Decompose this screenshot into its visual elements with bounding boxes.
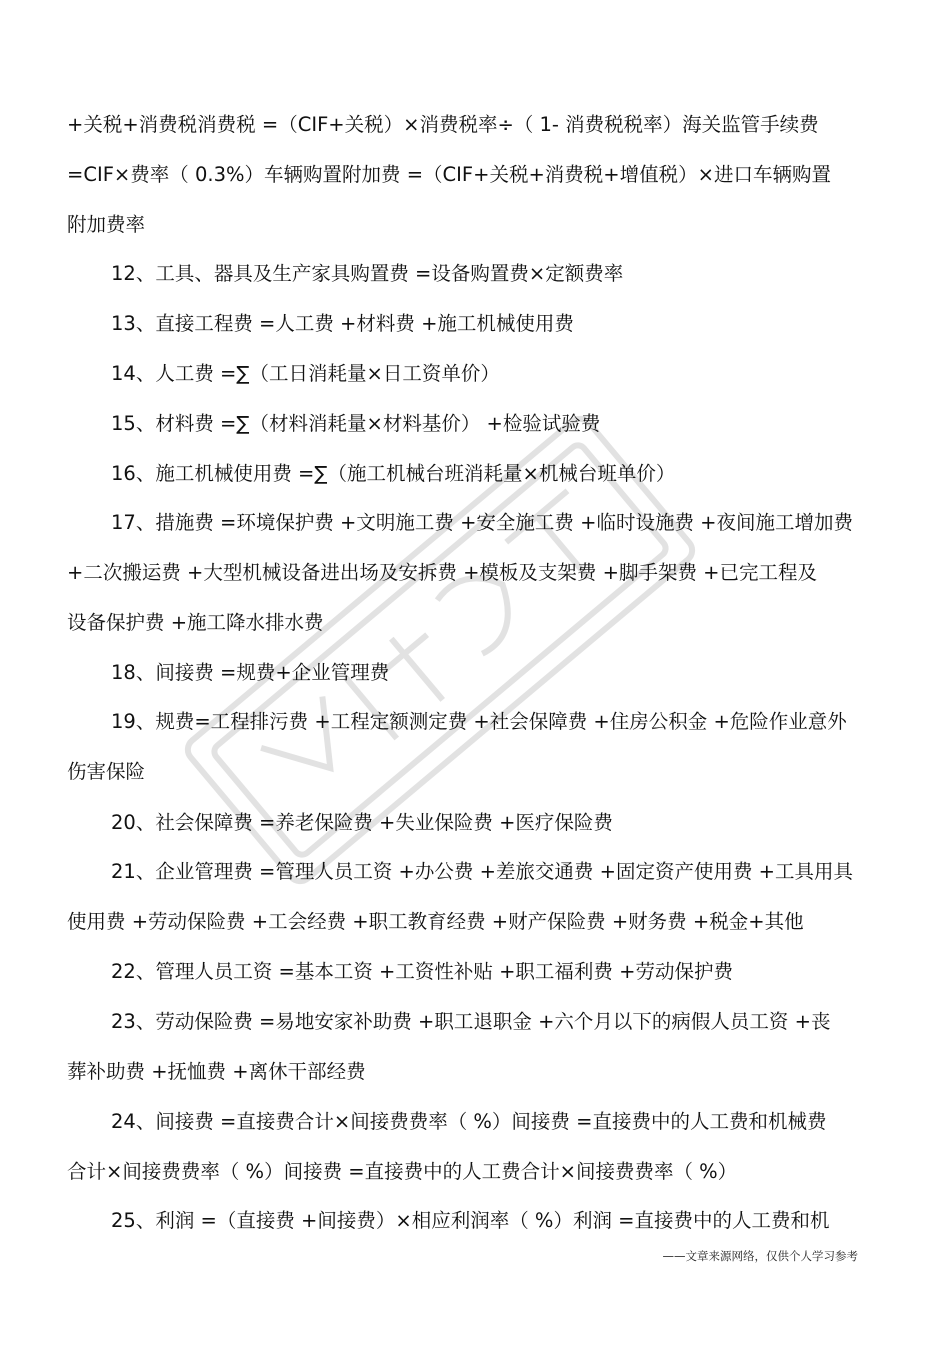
text-line: 伤害保险	[67, 760, 146, 783]
text-line: 13、直接工程费 =人工费 +材料费 +施工机械使用费	[111, 312, 574, 335]
text-line: 20、社会保障费 =养老保险费 +失业保险费 +医疗保险费	[111, 811, 613, 834]
text-line: 14、人工费 =∑（工日消耗量×日工资单价）	[111, 362, 500, 385]
text-line: 19、规费=工程排污费 +工程定额测定费 +社会保障费 +住房公积金 +危险作业意外	[111, 710, 847, 733]
text-line: +关税+消费税消费税 =（CIF+关税）×消费税率÷（ 1- 消费税税率）海关监管手续费	[67, 113, 819, 136]
text-line: =CIF×费率（ 0.3%）车辆购置附加费 =（CIF+关税+消费税+增值税）×进口车辆购置	[67, 163, 831, 186]
text-line: 25、利润 =（直接费 +间接费）×相应利润率（ %）利润 =直接费中的人工费和机	[111, 1209, 830, 1232]
text-line: 16、施工机械使用费 =∑（施工机械台班消耗量×机械台班单价）	[111, 462, 676, 485]
text-line: 附加费率	[67, 213, 146, 236]
text-line: 21、企业管理费 =管理人员工资 +办公费 +差旅交通费 +固定资产使用费 +工具用具	[111, 860, 854, 883]
text-line: 合计×间接费费率（ %）间接费 =直接费中的人工费合计×间接费费率（ %）	[67, 1160, 738, 1183]
text-line: 18、间接费 =规费+企业管理费	[111, 661, 390, 684]
text-line: 12、工具、器具及生产家具购置费 =设备购置费×定额费率	[111, 262, 624, 285]
text-line: +二次搬运费 +大型机械设备进出场及安拆费 +模板及支架费 +脚手架费 +已完工程及	[67, 561, 817, 584]
footer-note: ——文章来源网络，仅供个人学习参考	[662, 1249, 858, 1263]
text-line: 葬补助费 +抚恤费 +离休干部经费	[67, 1060, 366, 1083]
text-line: 15、材料费 =∑（材料消耗量×材料基价） +检验试验费	[111, 412, 601, 435]
text-line: 24、间接费 =直接费合计×间接费费率（ %）间接费 =直接费中的人工费和机械费	[111, 1110, 827, 1133]
text-line: 23、劳动保险费 =易地安家补助费 +职工退职金 +六个月以下的病假人员工资 +丧	[111, 1010, 831, 1033]
text-line: 17、措施费 =环境保护费 +文明施工费 +安全施工费 +临时设施费 +夜间施工增加费	[111, 511, 854, 534]
text-line: 22、管理人员工资 =基本工资 +工资性补贴 +职工福利费 +劳动保护费	[111, 960, 733, 983]
text-line: 设备保护费 +施工降水排水费	[67, 611, 324, 634]
text-line: 使用费 +劳动保险费 +工会经费 +职工教育经费 +财产保险费 +财务费 +税金+其他	[67, 910, 804, 933]
